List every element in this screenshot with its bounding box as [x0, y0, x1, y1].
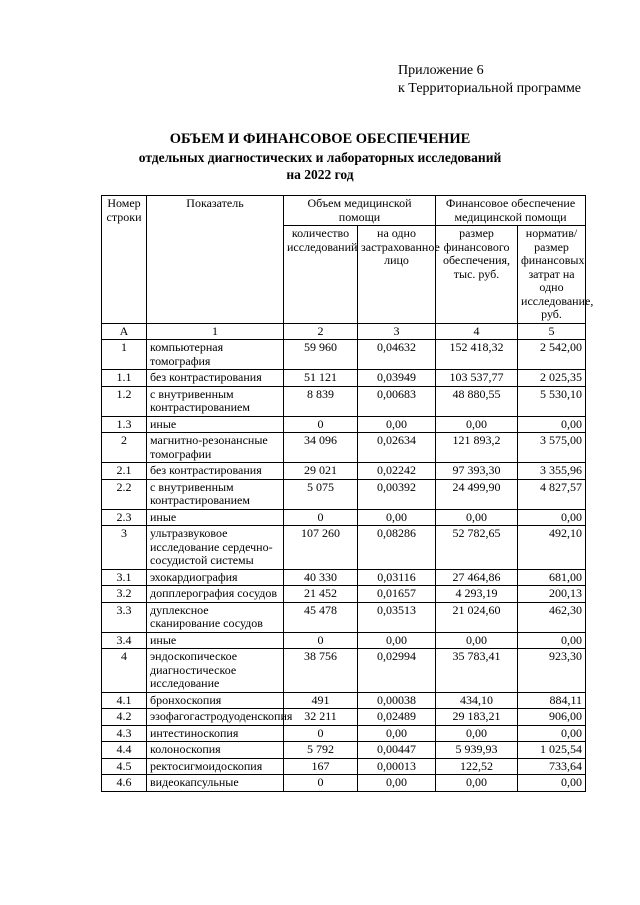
- cell-indicator: дуплексное сканирование сосудов: [147, 602, 284, 632]
- cell-finance-norm: 0,00: [518, 725, 586, 742]
- table-row: [102, 479, 586, 509]
- cell-volume-count: 8 839: [284, 386, 358, 416]
- cell-volume-count: 0: [284, 632, 358, 649]
- appendix-reference: [398, 62, 581, 98]
- table-row: [102, 602, 586, 632]
- cell-finance-amount: 4 293,19: [436, 586, 518, 603]
- cell-volume-count: 59 960: [284, 340, 358, 370]
- cell-volume-per-insured: 0,00: [358, 416, 436, 433]
- cell-volume-per-insured: 0,03949: [358, 370, 436, 387]
- cell-finance-norm: 681,00: [518, 569, 586, 586]
- cell-finance-norm: 923,30: [518, 649, 586, 693]
- appendix-line-1: Приложение 6: [398, 63, 484, 78]
- cell-volume-count: 0: [284, 775, 358, 792]
- cell-finance-amount: 0,00: [436, 632, 518, 649]
- cell-volume-count: 0: [284, 725, 358, 742]
- cell-row-number: 3.1: [102, 569, 147, 586]
- table-row: [102, 463, 586, 480]
- cell-finance-amount: 29 183,21: [436, 709, 518, 726]
- cell-finance-amount: 152 418,32: [436, 340, 518, 370]
- cell-finance-norm: 0,00: [518, 632, 586, 649]
- cell-indicator: интестиноскопия: [147, 725, 284, 742]
- title-line-2: отдельных диагностических и лабораторных исследований: [138, 150, 502, 165]
- cell-row-number: 4: [102, 649, 147, 693]
- cell-finance-norm: 5 530,10: [518, 386, 586, 416]
- cell-indicator: ректосигмоидоскопия: [147, 758, 284, 775]
- cell-row-number: 4.2: [102, 709, 147, 726]
- cell-volume-count: 38 756: [284, 649, 358, 693]
- cell-indicator: эндоскопическое диагностическое исследование: [147, 649, 284, 693]
- cell-finance-amount: 434,10: [436, 692, 518, 709]
- index-cell: 3: [358, 323, 436, 340]
- cell-finance-amount: 0,00: [436, 725, 518, 742]
- cell-indicator: без контрастирования: [147, 463, 284, 480]
- header-finance-norm: норматив/ размер финансовых затрат на одно исследование, руб.: [518, 226, 586, 324]
- cell-indicator: эхокардиография: [147, 569, 284, 586]
- cell-indicator: эзофагогастродуоденскопия: [147, 709, 284, 726]
- cell-volume-per-insured: 0,02994: [358, 649, 436, 693]
- cell-indicator: иные: [147, 416, 284, 433]
- cell-volume-per-insured: 0,00: [358, 509, 436, 526]
- cell-volume-per-insured: 0,00447: [358, 742, 436, 759]
- cell-indicator: колоноскопия: [147, 742, 284, 759]
- cell-finance-norm: 200,13: [518, 586, 586, 603]
- title-line-1: ОБЪЕМ И ФИНАНСОВОЕ ОБЕСПЕЧЕНИЕ: [169, 131, 471, 147]
- cell-indicator: иные: [147, 509, 284, 526]
- table-row: [102, 416, 586, 433]
- cell-volume-count: 51 121: [284, 370, 358, 387]
- table-row: [102, 725, 586, 742]
- table-row: [102, 569, 586, 586]
- header-indicator: Показатель: [147, 196, 284, 324]
- cell-volume-count: 21 452: [284, 586, 358, 603]
- cell-volume-per-insured: 0,08286: [358, 526, 436, 570]
- cell-finance-amount: 122,52: [436, 758, 518, 775]
- index-cell: 1: [147, 323, 284, 340]
- cell-finance-amount: 5 939,93: [436, 742, 518, 759]
- table-row: [102, 509, 586, 526]
- cell-finance-amount: 121 893,2: [436, 433, 518, 463]
- cell-row-number: 2: [102, 433, 147, 463]
- cell-row-number: 2.2: [102, 479, 147, 509]
- cell-volume-count: 5 075: [284, 479, 358, 509]
- cell-finance-norm: 2 025,35: [518, 370, 586, 387]
- cell-volume-per-insured: 0,00683: [358, 386, 436, 416]
- cell-volume-count: 34 096: [284, 433, 358, 463]
- cell-row-number: 3: [102, 526, 147, 570]
- cell-volume-count: 107 260: [284, 526, 358, 570]
- table-row: [102, 632, 586, 649]
- cell-finance-norm: 492,10: [518, 526, 586, 570]
- index-cell: 4: [436, 323, 518, 340]
- cell-volume-count: 40 330: [284, 569, 358, 586]
- cell-volume-count: 0: [284, 509, 358, 526]
- table-row: [102, 649, 586, 693]
- cell-volume-count: 45 478: [284, 602, 358, 632]
- cell-finance-amount: 21 024,60: [436, 602, 518, 632]
- cell-finance-amount: 24 499,90: [436, 479, 518, 509]
- cell-finance-norm: 884,11: [518, 692, 586, 709]
- cell-finance-norm: 0,00: [518, 775, 586, 792]
- table-row: [102, 692, 586, 709]
- table-row: [102, 433, 586, 463]
- cell-indicator: иные: [147, 632, 284, 649]
- table-row: [102, 758, 586, 775]
- cell-indicator: видеокапсульные: [147, 775, 284, 792]
- cell-volume-per-insured: 0,03116: [358, 569, 436, 586]
- header-finance-amount: размер финансового обеспечения, тыс. руб.: [436, 226, 518, 324]
- cell-volume-per-insured: 0,00: [358, 725, 436, 742]
- cell-row-number: 3.4: [102, 632, 147, 649]
- header-volume-group: Объем медицинской помощи: [284, 196, 436, 226]
- cell-row-number: 4.5: [102, 758, 147, 775]
- document-title: [0, 130, 640, 183]
- cell-finance-amount: 52 782,65: [436, 526, 518, 570]
- cell-volume-count: 29 021: [284, 463, 358, 480]
- title-line-3: на 2022 год: [286, 167, 354, 182]
- cell-row-number: 4.3: [102, 725, 147, 742]
- cell-row-number: 3.3: [102, 602, 147, 632]
- cell-finance-norm: 2 542,00: [518, 340, 586, 370]
- cell-indicator: бронхоскопия: [147, 692, 284, 709]
- cell-indicator: компьютерная томография: [147, 340, 284, 370]
- cell-indicator: допплерография сосудов: [147, 586, 284, 603]
- header-volume-count: количество исследований: [284, 226, 358, 324]
- cell-finance-amount: 97 393,30: [436, 463, 518, 480]
- cell-volume-count: 5 792: [284, 742, 358, 759]
- cell-row-number: 1.3: [102, 416, 147, 433]
- cell-finance-amount: 48 880,55: [436, 386, 518, 416]
- cell-finance-norm: 733,64: [518, 758, 586, 775]
- table-row: [102, 340, 586, 370]
- appendix-line-2: к Территориальной программе: [398, 81, 582, 96]
- header-volume-per-insured: на одно застрахованное лицо: [358, 226, 436, 324]
- cell-row-number: 2.3: [102, 509, 147, 526]
- cell-volume-per-insured: 0,02634: [358, 433, 436, 463]
- cell-finance-norm: 4 827,57: [518, 479, 586, 509]
- cell-finance-amount: 0,00: [436, 416, 518, 433]
- cell-finance-amount: 27 464,86: [436, 569, 518, 586]
- header-row-number: Номер строки: [102, 196, 147, 324]
- cell-volume-per-insured: 0,00038: [358, 692, 436, 709]
- cell-volume-per-insured: 0,00392: [358, 479, 436, 509]
- cell-finance-norm: 1 025,54: [518, 742, 586, 759]
- cell-volume-per-insured: 0,03513: [358, 602, 436, 632]
- cell-row-number: 2.1: [102, 463, 147, 480]
- cell-volume-count: 0: [284, 416, 358, 433]
- cell-volume-per-insured: 0,04632: [358, 340, 436, 370]
- header-finance-group: Финансовое обеспечение медицинской помощи: [436, 196, 586, 226]
- cell-volume-per-insured: 0,02242: [358, 463, 436, 480]
- table-row: [102, 775, 586, 792]
- cell-finance-norm: 0,00: [518, 416, 586, 433]
- cell-volume-per-insured: 0,01657: [358, 586, 436, 603]
- cell-volume-per-insured: 0,00: [358, 632, 436, 649]
- cell-row-number: 1.2: [102, 386, 147, 416]
- cell-finance-amount: 103 537,77: [436, 370, 518, 387]
- cell-row-number: 4.4: [102, 742, 147, 759]
- cell-indicator: без контрастирования: [147, 370, 284, 387]
- table-row: [102, 526, 586, 570]
- cell-finance-amount: 0,00: [436, 775, 518, 792]
- cell-finance-norm: 3 355,96: [518, 463, 586, 480]
- cell-volume-per-insured: 0,02489: [358, 709, 436, 726]
- cell-volume-per-insured: 0,00013: [358, 758, 436, 775]
- cell-row-number: 4.1: [102, 692, 147, 709]
- table-row: [102, 586, 586, 603]
- index-cell: 5: [518, 323, 586, 340]
- cell-finance-amount: 35 783,41: [436, 649, 518, 693]
- index-cell: 2: [284, 323, 358, 340]
- table-row: [102, 370, 586, 387]
- data-table: [101, 195, 594, 792]
- cell-volume-count: 491: [284, 692, 358, 709]
- cell-row-number: 1.1: [102, 370, 147, 387]
- cell-finance-norm: 906,00: [518, 709, 586, 726]
- cell-row-number: 1: [102, 340, 147, 370]
- cell-indicator: магнитно-резонансные томографии: [147, 433, 284, 463]
- table-row: [102, 709, 586, 726]
- index-cell: А: [102, 323, 147, 340]
- cell-finance-norm: 462,30: [518, 602, 586, 632]
- cell-row-number: 3.2: [102, 586, 147, 603]
- cell-volume-count: 167: [284, 758, 358, 775]
- cell-row-number: 4.6: [102, 775, 147, 792]
- cell-finance-norm: 3 575,00: [518, 433, 586, 463]
- cell-volume-count: 32 211: [284, 709, 358, 726]
- cell-volume-per-insured: 0,00: [358, 775, 436, 792]
- cell-finance-norm: 0,00: [518, 509, 586, 526]
- table-row: [102, 386, 586, 416]
- cell-indicator: с внутривенным контрастированием: [147, 479, 284, 509]
- cell-finance-amount: 0,00: [436, 509, 518, 526]
- cell-indicator: ультразвуковое исследование сердечно-сосудистой системы: [147, 526, 284, 570]
- index-row: [102, 323, 586, 340]
- table-row: [102, 742, 586, 759]
- cell-indicator: с внутривенным контрастированием: [147, 386, 284, 416]
